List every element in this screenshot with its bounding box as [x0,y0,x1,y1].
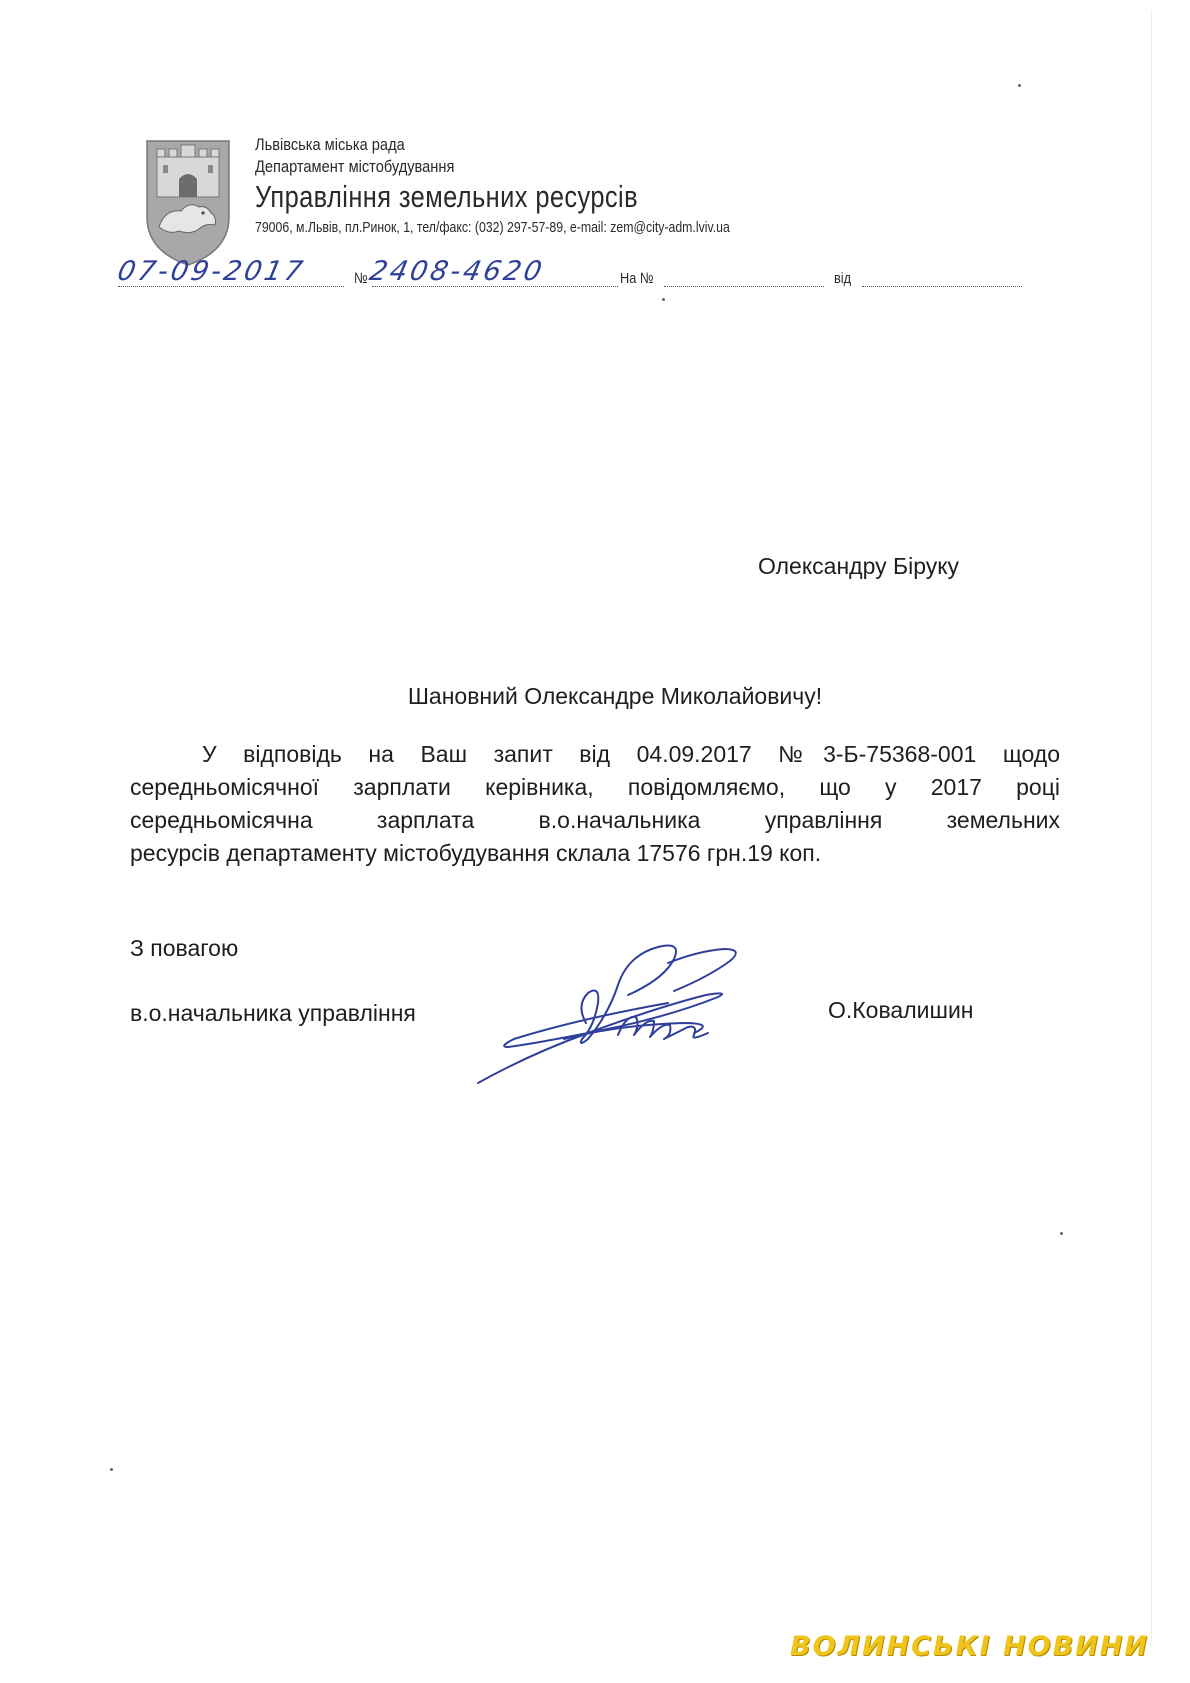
lviv-coat-of-arms-icon [145,139,231,267]
salutation: Шановний Олександре Миколайовичу! [407,683,823,709]
letter-body [130,738,1060,870]
body-line: середньомісячної зарплати керівника, повідомляємо, що у 2017 році [130,774,1060,800]
signer-name: О.Ковалишин [828,997,974,1023]
scan-speck [1018,84,1021,87]
letterhead [255,134,834,238]
scan-speck [662,298,665,301]
office-name: Управління земельних ресурсів [255,179,639,214]
number-label: № [354,270,368,287]
recipient: Олександру Біруку [758,553,960,579]
department-name: Департамент містобудування [255,157,455,176]
reference-label: На № [620,270,654,287]
contact-details: 79006, м.Львів, пл.Ринок, 1, тел/факс: (032) 297-57-89, e-mail: zem@city-adm.lviv.ua [255,219,730,236]
reference-underline [664,286,824,287]
closing: З повагою [130,935,239,961]
handwritten-date: 07-09-2017 [114,256,309,287]
handwritten-number: 2408-4620 [366,256,548,287]
scan-speck [110,1468,113,1471]
council-name: Львівська міська рада [255,135,405,154]
handwritten-signature [468,935,768,1090]
from-label: від [834,270,852,287]
body-line: середньомісячна зарплата в.о.начальника управління земельних [130,807,1060,833]
registration-line [114,256,1018,296]
publisher-watermark: ВОЛИНСЬКІ НОВИНИ [790,1631,1149,1662]
scan-speck [1060,1232,1063,1235]
body-line: У відповідь на Ваш запит від 04.09.2017 №3-Б-75368-001 щодо [202,741,1060,767]
signer-title: в.о.начальника управління [130,1000,416,1026]
body-line: ресурсів департаменту містобудування склала 17576 грн.19 коп. [130,840,822,866]
reference-date-underline [862,286,1022,287]
